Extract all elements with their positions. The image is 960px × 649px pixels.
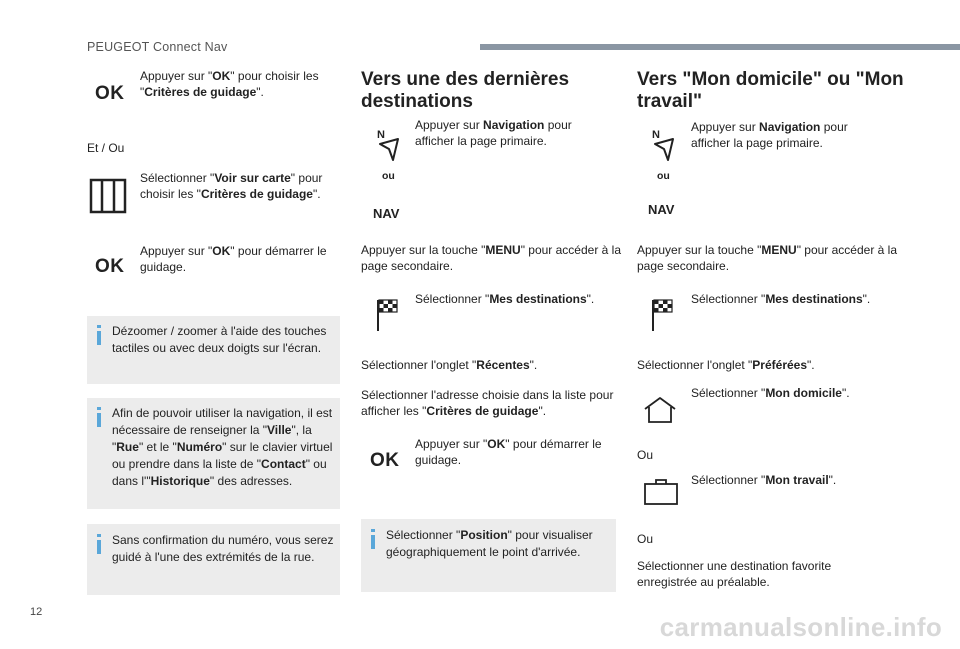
col3-step-navigation: Appuyer sur Navigation pour afficher la page primaire. xyxy=(691,120,848,150)
checkered-flag-icon xyxy=(650,298,674,332)
ou-label: ou xyxy=(382,170,395,182)
navigation-arrow-icon xyxy=(378,138,402,164)
header-bar xyxy=(480,44,960,50)
watermark-link[interactable]: carmanualsonline.info xyxy=(659,612,942,642)
nav-button-icon: NAV xyxy=(648,202,675,217)
col3-step-home: Sélectionner "Mon domicile". xyxy=(691,386,850,400)
col2-step-navigation: Appuyer sur Navigation pour afficher la page primaire. xyxy=(415,118,572,148)
info-note-position: Sélectionner "Position" pour visualiser géographiquement le point d'arrivée. xyxy=(361,519,616,592)
navigation-arrow-icon xyxy=(653,138,677,164)
ok-icon: OK xyxy=(95,83,125,104)
col2-step-ok-start: Appuyer sur "OK" pour démarrer le guidage. xyxy=(415,437,602,467)
col2-step-destinations: Sélectionner "Mes destinations". xyxy=(415,292,595,306)
col1-step-view-map: Sélectionner "Voir sur carte" pour choisir les "Critères de guidage". xyxy=(140,171,323,201)
section-heading-recent: Vers une des dernières destinations xyxy=(361,69,570,112)
col3-step-destinations: Sélectionner "Mes destinations". xyxy=(691,292,871,306)
info-note-address: Afin de pouvoir utiliser la navigation, il est nécessaire de renseigner la "Ville", la "Rue" et le "Numéro" sur le clavier virtuel ou prendre dans la liste de "Contact" ou dans l'"Historique" des adresses. xyxy=(87,398,340,509)
info-icon xyxy=(97,534,101,537)
info-icon xyxy=(97,325,101,328)
col2-step-address: Sélectionner l'adresse choisie dans la liste pour afficher les "Critères de guidage". xyxy=(361,388,614,418)
col2-step-tab-recent: Sélectionner l'onglet "Récentes". xyxy=(361,358,538,372)
col1-step-ok-start: Appuyer sur "OK" pour démarrer le guidage. xyxy=(140,244,327,274)
briefcase-icon xyxy=(643,478,679,506)
home-icon xyxy=(643,396,677,424)
compass-n-label: N xyxy=(652,129,660,141)
nav-button-icon: NAV xyxy=(373,206,400,221)
col1-et-ou: Et / Ou xyxy=(87,141,125,155)
document-header-title: PEUGEOT Connect Nav xyxy=(87,40,228,54)
info-note-zoom: Dézoomer / zoomer à l'aide des touches tactiles ou avec deux doigts sur l'écran. xyxy=(87,316,340,384)
ok-icon: OK xyxy=(370,450,400,471)
col3-step-work: Sélectionner "Mon travail". xyxy=(691,473,837,487)
info-icon xyxy=(97,407,101,410)
map-icon xyxy=(90,178,126,214)
section-heading-home-work: Vers "Mon domicile" ou "Mon travail" xyxy=(637,69,904,112)
ou-label: ou xyxy=(657,170,670,182)
ok-icon: OK xyxy=(95,256,125,277)
col3-ou-1: Ou xyxy=(637,448,654,462)
col3-step-menu: Appuyer sur la touche "MENU" pour accéder à la page secondaire. xyxy=(637,243,898,273)
page-number: 12 xyxy=(30,606,43,618)
col1-step-ok-criteria: Appuyer sur "OK" pour choisir les "Critères de guidage". xyxy=(140,69,319,99)
col2-step-menu: Appuyer sur la touche "MENU" pour accéder à la page secondaire. xyxy=(361,243,622,273)
compass-n-label: N xyxy=(377,129,385,141)
info-icon xyxy=(371,529,375,532)
col3-step-favorite: Sélectionner une destination favorite enregistrée au préalable. xyxy=(637,559,832,589)
info-note-confirmation: Sans confirmation du numéro, vous serez guidé à l'une des extrémités de la rue. xyxy=(87,524,340,595)
col3-ou-2: Ou xyxy=(637,532,654,546)
col3-step-tab-favorites: Sélectionner l'onglet "Préférées". xyxy=(637,358,815,372)
checkered-flag-icon xyxy=(375,298,399,332)
